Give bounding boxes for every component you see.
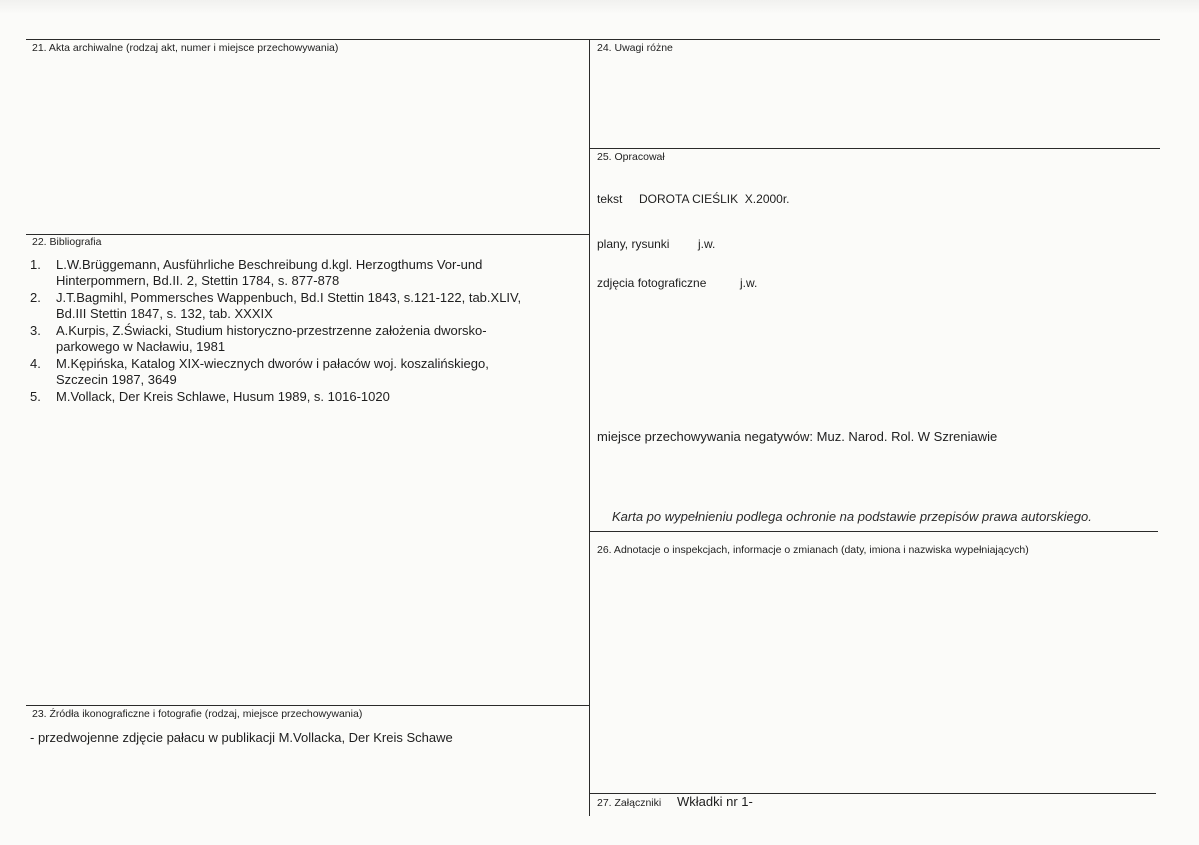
rule-section-22 [26, 234, 590, 235]
rule-section-23 [26, 705, 590, 706]
rule-top-right [590, 39, 1160, 40]
rule-section-27 [590, 793, 1156, 794]
bibliography-item-number: 3. [30, 323, 41, 338]
bibliography-item-number: 2. [30, 290, 41, 305]
rule-section-26 [590, 531, 1158, 532]
bibliography-item-line: parkowego w Nacławiu, 1981 [56, 338, 226, 354]
section-21-label: 21. Akta archiwalne (rodzaj akt, numer i miejsce przechowywania) [32, 42, 339, 54]
negatives-location: miejsce przechowywania negatywów: Muz. Narod. Rol. W Szreniawie [597, 429, 998, 444]
plany-value: j.w. [698, 237, 716, 251]
tekst-label: tekst [597, 192, 623, 206]
bibliography-item-line: L.W.Brüggemann, Ausführliche Beschreibung d.kgl. Herzogthums Vor-und [56, 257, 483, 272]
column-divider [589, 39, 590, 816]
bibliography-item-line: Hinterpommern, Bd.II. 2, Stettin 1784, s. 877-878 [56, 272, 340, 288]
zdjecia-label: zdjęcia fotograficzne [597, 276, 707, 290]
tekst-value: DOROTA CIEŚLIK X.2000r. [639, 192, 790, 206]
plany-label: plany, rysunki [597, 237, 670, 251]
section-27-value: Wkładki nr 1- [677, 794, 753, 809]
bibliography-item-number: 5. [30, 389, 41, 404]
section-24-label: 24. Uwagi różne [597, 42, 673, 54]
bibliography-item-line: Szczecin 1987, 3649 [56, 371, 177, 387]
bibliography-item [30, 290, 570, 321]
copyright-note: Karta po wypełnieniu podlega ochronie na podstawie przepisów prawa autorskiego. [612, 509, 1092, 524]
bibliography-item [30, 323, 570, 354]
bibliography-item-number: 4. [30, 356, 41, 371]
section-25-label: 25. Opracował [597, 151, 665, 163]
bibliography-item-line: M.Kępińska, Katalog XIX-wiecznych dworów i pałaców woj. koszalińskiego, [56, 356, 489, 371]
zdjecia-value: j.w. [740, 276, 758, 290]
section-26-label: 26. Adnotacje o inspekcjach, informacje o zmianach (daty, imiona i nazwiska wypełniających) [597, 544, 1029, 556]
section-27-label: 27. Załączniki [597, 797, 662, 809]
section-23-label: 23. Źródła ikonograficzne i fotografie (rodzaj, miejsce przechowywania) [32, 708, 363, 720]
bibliography-item [30, 257, 570, 288]
bibliography-item [30, 356, 570, 387]
section-23-content: - przedwojenne zdjęcie pałacu w publikacji M.Vollacka, Der Kreis Schawe [30, 730, 453, 745]
bibliography-item-line: A.Kurpis, Z.Świacki, Studium historyczno-przestrzenne założenia dworsko- [56, 323, 487, 338]
rule-top-left [26, 39, 590, 40]
bibliography-item-line: J.T.Bagmihl, Pommersches Wappenbuch, Bd.I Stettin 1843, s.121-122, tab.XLIV, [56, 290, 522, 305]
bibliography-item-line: Bd.III Stettin 1847, s. 132, tab. XXXIX [56, 305, 273, 321]
bibliography-list [30, 257, 570, 407]
section-22-label: 22. Bibliografia [32, 236, 102, 248]
bibliography-item-number: 1. [30, 257, 41, 272]
rule-section-25 [590, 148, 1160, 149]
bibliography-item-line: M.Vollack, Der Kreis Schlawe, Husum 1989, s. 1016-1020 [56, 389, 390, 404]
bibliography-item [30, 389, 570, 405]
